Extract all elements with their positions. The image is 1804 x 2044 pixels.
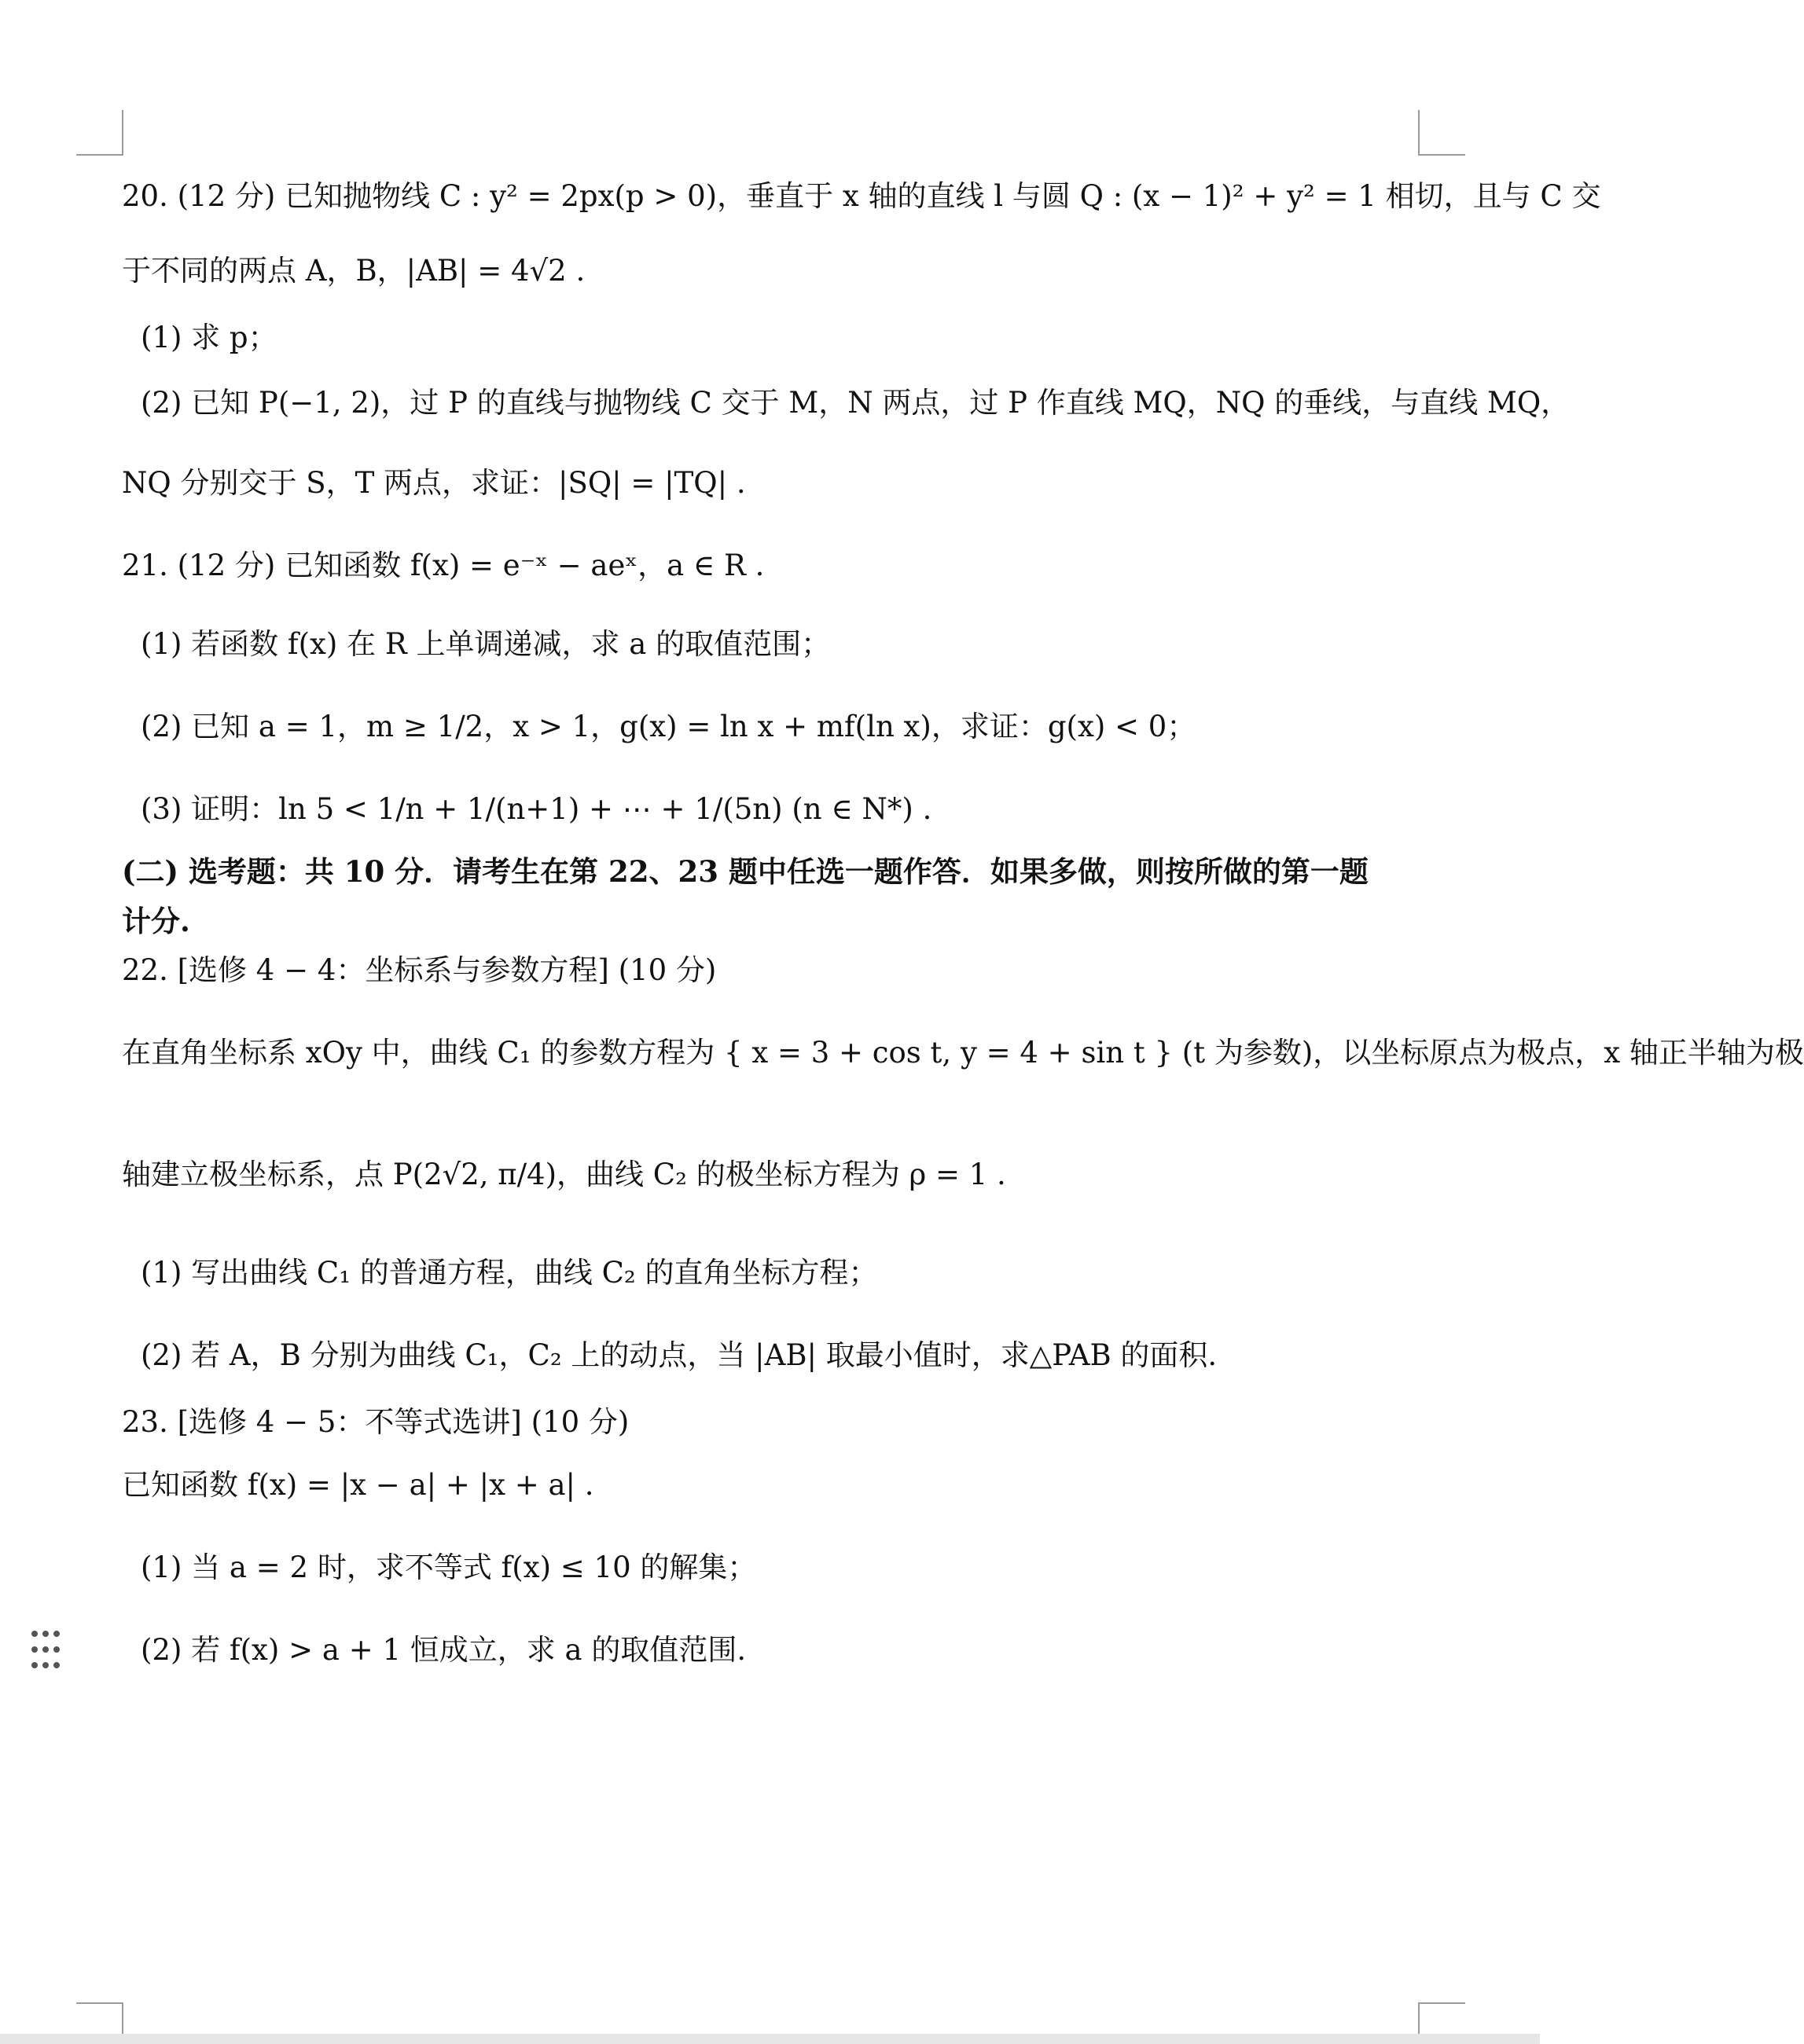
- q21-part2: (2) 已知 a = 1，m ≥ 1/2，x > 1，g(x) = ln x + mf(ln x)，求证：g(x) < 0；: [141, 710, 1196, 743]
- crop-mark-top-left-v: [122, 110, 123, 156]
- q22-part1: (1) 写出曲线 C₁ 的普通方程，曲线 C₂ 的直角坐标方程；: [141, 1256, 878, 1290]
- q20-part1: (1) 求 p；: [141, 321, 277, 354]
- q22-stem-line1: 在直角坐标系 xOy 中，曲线 C₁ 的参数方程为 { x = 3 + cos t, y = 4 + sin t } (t 为参数)，以坐标原点为极点，x 轴正半轴为极: [122, 1036, 1804, 1070]
- q22-stem-line2: 轴建立极坐标系，点 P(2√2, π/4)，曲线 C₂ 的极坐标方程为 ρ = 1 .: [122, 1158, 1006, 1191]
- q21-part1: (1) 若函数 f(x) 在 R 上单调递减，求 a 的取值范围；: [141, 627, 831, 661]
- q23-part1: (1) 当 a = 2 时，求不等式 f(x) ≤ 10 的解集；: [141, 1550, 757, 1584]
- q23-title: 23. [选修 4 − 5：不等式选讲] (10 分): [122, 1405, 630, 1439]
- section-heading-line2: 计分.: [122, 904, 190, 938]
- q20-part2-line1: (2) 已知 P(−1, 2)，过 P 的直线与抛物线 C 交于 M，N 两点，过 P 作直线 MQ，NQ 的垂线，与直线 MQ，: [141, 386, 1571, 420]
- crop-mark-top-right-h: [1420, 154, 1465, 156]
- q21-part3: (3) 证明：ln 5 < 1/n + 1/(n+1) + ⋯ + 1/(5n) (n ∈ N*) .: [141, 792, 932, 826]
- q21-stem: 21. (12 分) 已知函数 f(x) = e⁻ˣ − aeˣ，a ∈ R .: [122, 549, 765, 582]
- crop-mark-bottom-left-h: [76, 2002, 122, 2004]
- crop-mark-bottom-right-h: [1420, 2002, 1465, 2004]
- crop-mark-top-left-h: [76, 154, 122, 156]
- crop-mark-bottom-right-v: [1418, 2002, 1420, 2034]
- q20-stem-line1: 20. (12 分) 已知抛物线 C : y² = 2px(p > 0)，垂直于 x 轴的直线 l 与圆 Q : (x − 1)² + y² = 1 相切，且与 C 交: [122, 179, 1601, 213]
- q20-part2-line2: NQ 分别交于 S，T 两点，求证：|SQ| = |TQ| .: [122, 466, 746, 500]
- scrollbar[interactable]: [0, 2034, 1540, 2044]
- q23-part2: (2) 若 f(x) > a + 1 恒成立，求 a 的取值范围.: [141, 1633, 747, 1667]
- crop-mark-bottom-left-v: [122, 2002, 123, 2034]
- crop-mark-top-right-v: [1418, 110, 1420, 156]
- drag-handle-icon[interactable]: [31, 1631, 60, 1673]
- q22-title: 22. [选修 4 − 4：坐标系与参数方程] (10 分): [122, 953, 717, 987]
- section-heading-line1: (二) 选考题：共 10 分．请考生在第 22、23 题中任选一题作答．如果多做，则按所做的第一题: [122, 854, 1369, 889]
- q22-part2: (2) 若 A，B 分别为曲线 C₁，C₂ 上的动点，当 |AB| 取最小值时，求△PAB 的面积.: [141, 1338, 1218, 1372]
- q23-stem: 已知函数 f(x) = |x − a| + |x + a| .: [122, 1468, 594, 1502]
- q20-stem-line2: 于不同的两点 A，B，|AB| = 4√2 .: [122, 254, 586, 288]
